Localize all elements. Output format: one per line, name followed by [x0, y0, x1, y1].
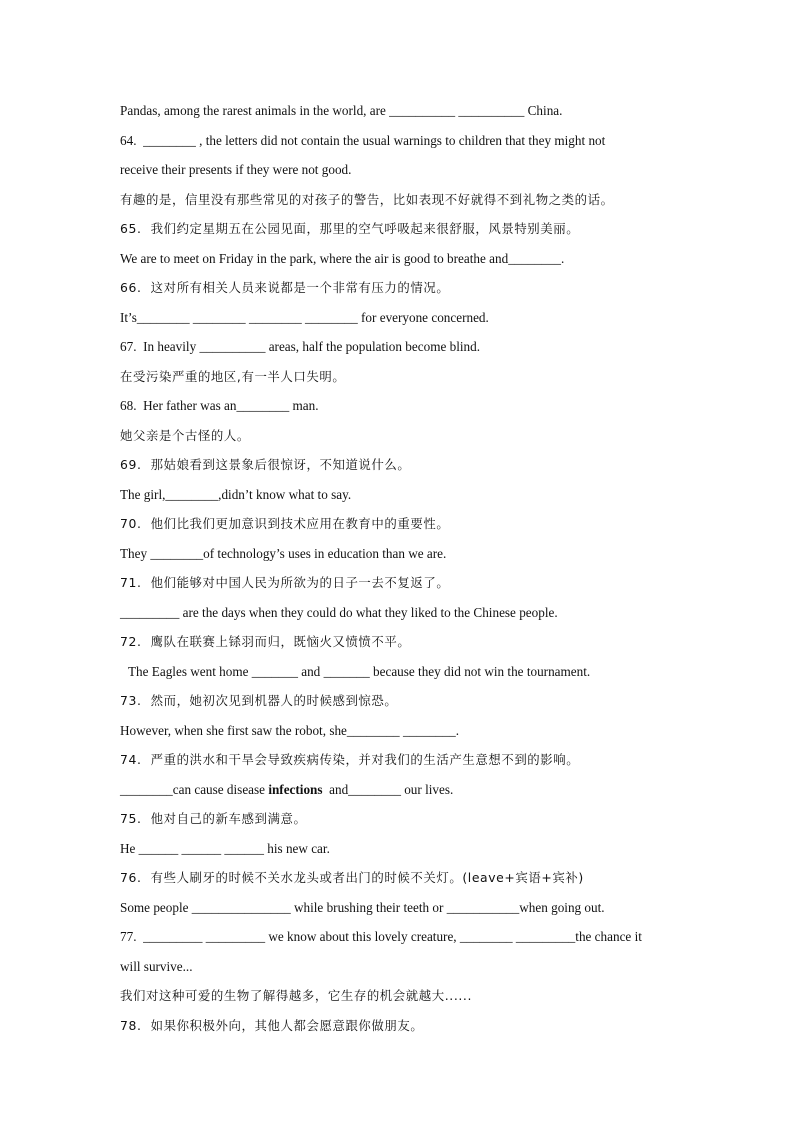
answer-line: The girl,________,didn’t know what to say.: [120, 486, 352, 502]
question-71: 71. 他们能够对中国人民为所欲为的日子一去不复返了。: [120, 575, 450, 590]
question-75: 75. 他对自己的新车感到满意。: [120, 811, 307, 826]
text-line: receive their presents if they were not good.: [120, 162, 352, 177]
answer-text-part: and________ our lives.: [322, 781, 454, 797]
answer-line: _________ are the days when they could do what they liked to the Chinese people.: [120, 604, 558, 620]
worksheet-page: [120, 96, 720, 1040]
translation-line: 有趣的是，信里没有那些常见的对孩子的警告，比如表现不好就得不到礼物之类的话。: [120, 191, 614, 207]
question-65: 65. 我们约定星期五在公园见面，那里的空气呼吸起来很舒服，风景特别美丽。: [120, 221, 580, 236]
question-68: 68. Her father was an________ man.: [120, 398, 319, 413]
question-66: 66. 这对所有相关人员来说都是一个非常有压力的情况。: [120, 280, 450, 295]
answer-line: Some people _______________ while brushing their teeth or ___________when going out.: [120, 899, 605, 915]
question-74: 74. 严重的洪水和干旱会导致疾病传染，并对我们的生活产生意想不到的影响。: [120, 752, 580, 767]
answer-line: It’s________ ________ ________ ________ for everyone concerned.: [120, 309, 489, 325]
question-78: 78. 如果你积极外向，其他人都会愿意跟你做朋友。: [120, 1017, 424, 1033]
answer-line: He ______ ______ ______ his new car.: [120, 840, 330, 856]
answer-line: The Eagles went home _______ and _______ because they did not win the tournament.: [128, 663, 591, 679]
question-76: 76. 有些人刷牙的时候不关水龙头或者出门的时候不关灯。(leave+宾语+宾补): [120, 870, 584, 885]
question-73: 73. 然而，她初次见到机器人的时候感到惊恐。: [120, 693, 398, 708]
question-64: 64. ________ , the letters did not contain the usual warnings to children that they might not: [120, 132, 606, 148]
question-77: 77. _________ _________ we know about this lovely creature, ________ _________the chance it: [120, 929, 642, 944]
translation-line: 在受污染严重的地区,有一半人口失明。: [120, 368, 346, 384]
bold-word: infections: [268, 781, 323, 797]
question-67: 67. In heavily __________ areas, half the population become blind.: [120, 339, 481, 354]
question-70: 70. 他们比我们更加意识到技术应用在教育中的重要性。: [120, 516, 450, 531]
question-72: 72. 鹰队在联赛上铩羽而归，既恼火又愤愤不平。: [120, 634, 411, 649]
answer-line: We are to meet on Friday in the park, where the air is good to breathe and________.: [120, 250, 565, 266]
translation-line: 她父亲是个古怪的人。: [120, 427, 250, 443]
answer-text-part: ________can cause disease: [120, 781, 269, 797]
question-69: 69. 那姑娘看到这景象后很惊讶，不知道说什么。: [120, 457, 411, 472]
answer-line: They ________of technology’s uses in education than we are.: [120, 545, 447, 561]
translation-line: 我们对这种可爱的生物了解得越多，它生存的机会就越大......: [120, 988, 472, 1003]
text-line: Pandas, among the rarest animals in the world, are __________ __________ China.: [120, 103, 563, 118]
answer-line: However, when she first saw the robot, she________ ________.: [120, 722, 459, 738]
answer-line: [120, 775, 720, 805]
text-line: will survive...: [120, 958, 193, 974]
